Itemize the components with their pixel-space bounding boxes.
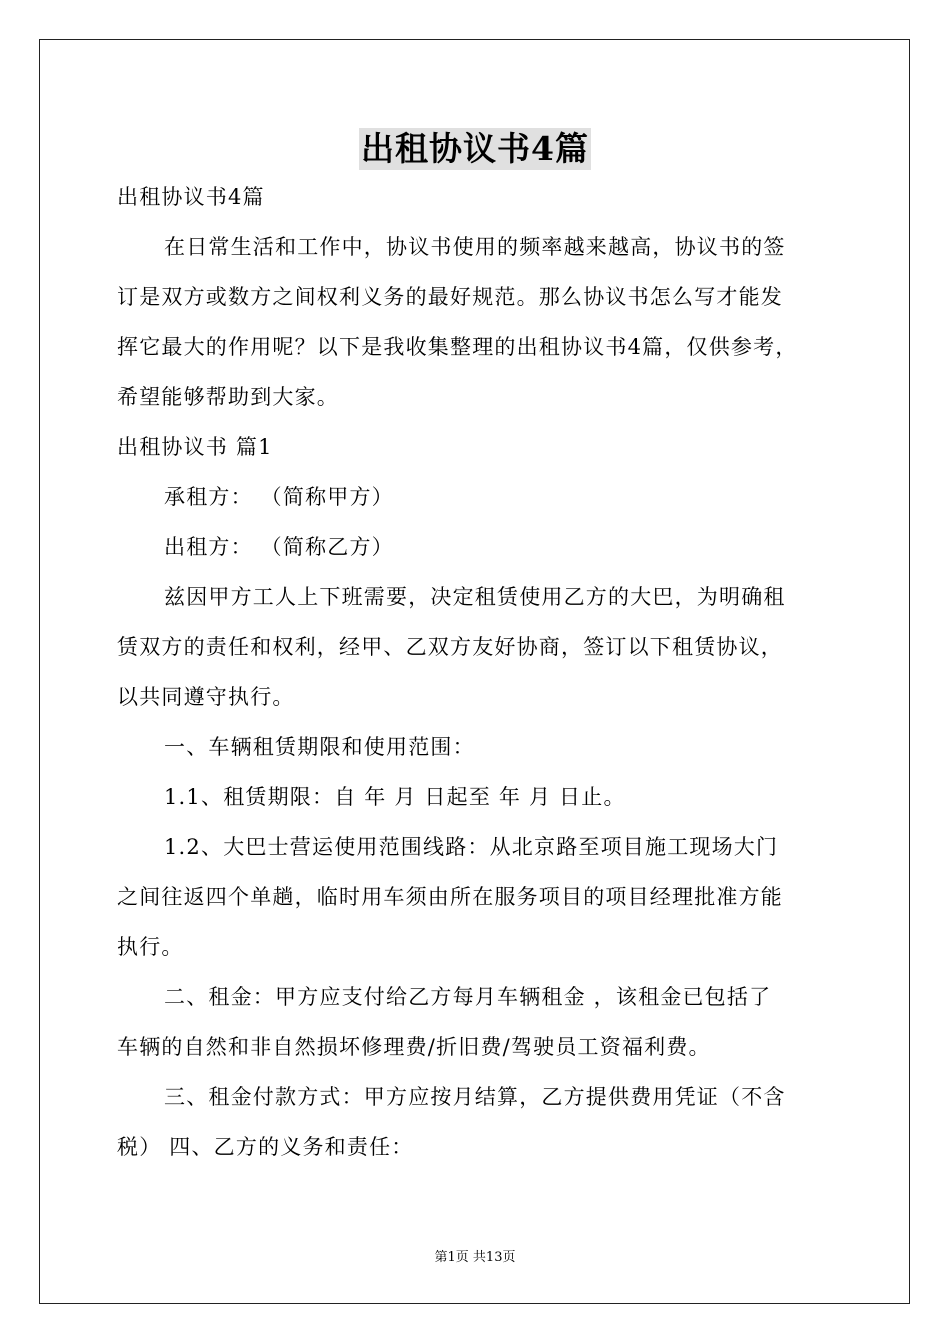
paragraph-line: 三、租金付款方式：甲方应按月结算，乙方提供费用凭证（不含	[164, 1085, 786, 1109]
document-title: 出租协议书4篇	[361, 129, 589, 168]
paragraph-line: 出租协议书 篇1	[117, 435, 273, 459]
paragraph-line: 承租方： （简称甲方）	[164, 485, 394, 509]
paragraph-line: 兹因甲方工人上下班需要，决定租赁使用乙方的大巴，为明确租	[164, 585, 786, 609]
paragraph-line: 一、车辆租赁期限和使用范围：	[164, 735, 475, 759]
document-body	[117, 172, 837, 1172]
paragraph-line: 1.2、大巴士营运使用范围线路：从北京路至项目施工现场大门	[164, 835, 779, 859]
paragraph-line: 希望能够帮助到大家。	[117, 385, 339, 409]
paragraph-line: 1.1、租赁期限：自 年 月 日起至 年 月 日止。	[164, 785, 626, 809]
paragraph-line: 订是双方或数方之间权利义务的最好规范。那么协议书怎么写才能发	[117, 285, 783, 309]
paragraph-line: 出租协议书4篇	[117, 185, 265, 209]
paragraph-line: 赁双方的责任和权利，经甲、乙双方友好协商，签订以下租赁协议，	[117, 635, 783, 659]
page-footer: 第1页 共13页	[434, 1250, 516, 1265]
paragraph-line: 税） 四、乙方的义务和责任：	[117, 1135, 414, 1159]
paragraph-line: 车辆的自然和非自然损坏修理费/折旧费/驾驶员工资福利费。	[117, 1035, 711, 1059]
paragraph-line: 之间往返四个单趟，临时用车须由所在服务项目的项目经理批准方能	[117, 885, 783, 909]
paragraph-line: 以共同遵守执行。	[117, 685, 295, 709]
paragraph-line: 挥它最大的作用呢？以下是我收集整理的出租协议书4篇，仅供参考，	[117, 335, 798, 359]
paragraph-line: 在日常生活和工作中，协议书使用的频率越来越高，协议书的签	[164, 235, 786, 259]
paragraph-line: 执行。	[117, 935, 184, 959]
title-container	[0, 128, 950, 170]
paragraph-line: 出租方： （简称乙方）	[164, 535, 394, 559]
paragraph-line: 二、租金：甲方应支付给乙方每月车辆租金 ，该租金已包括了	[164, 985, 772, 1009]
